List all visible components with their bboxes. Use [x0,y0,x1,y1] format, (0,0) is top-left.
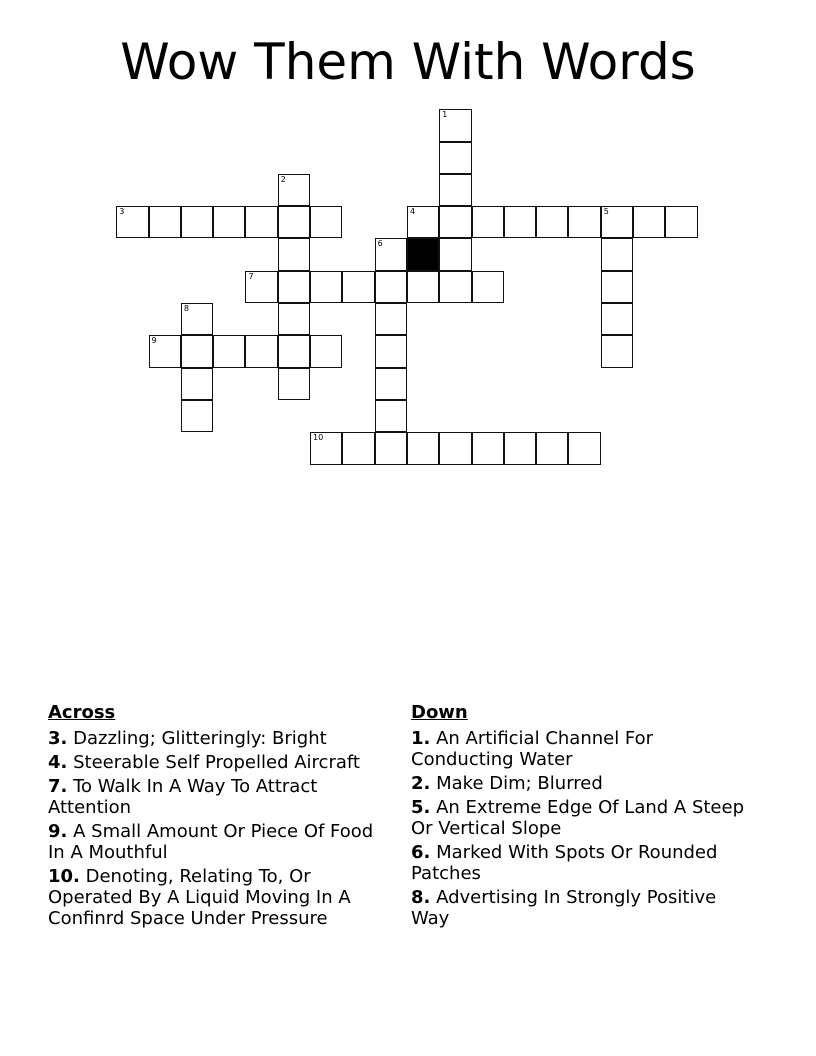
grid-cell[interactable] [439,174,471,206]
grid-cell[interactable] [278,368,310,400]
grid-cell[interactable] [665,206,697,238]
clue-down-2: 2. Make Dim; Blurred [411,773,603,794]
down-heading: Down [411,702,468,723]
grid-cell[interactable] [601,206,633,238]
grid-cell[interactable] [375,335,407,367]
grid-cell[interactable] [181,206,213,238]
clue-number: 4 [409,207,416,217]
grid-cell[interactable] [310,432,342,464]
grid-cell[interactable] [375,400,407,432]
grid-cell[interactable] [633,206,665,238]
clue-number: 5 [603,207,609,217]
grid-cell[interactable] [278,238,310,270]
grid-cell[interactable] [116,206,148,238]
grid-cell[interactable] [536,206,568,238]
grid-cell[interactable] [181,400,213,432]
grid-cell[interactable] [181,303,213,335]
clue-across-9: 9. A Small Amount Or Piece Of Food In A Mouthful [48,821,374,863]
grid-cell[interactable] [245,206,277,238]
grid-cell[interactable] [375,368,407,400]
grid-cell[interactable] [407,432,439,464]
grid-cell[interactable] [568,206,600,238]
grid-cell[interactable] [407,271,439,303]
grid-cell[interactable] [536,432,568,464]
across-heading: Across [48,702,116,723]
grid-cell[interactable] [472,271,504,303]
clue-number: 6 [377,239,383,249]
clue-number: 9 [151,336,157,346]
clue-across-10: 10. Denoting, Relating To, Or Operated By A Liquid Moving In A Confinrd Space Under Pressure [48,866,351,929]
grid-cell[interactable] [245,335,277,367]
clue-across-3: 3. Dazzling; Glitteringly: Bright [48,728,327,749]
grid-cell[interactable] [375,303,407,335]
grid-cell[interactable] [181,335,213,367]
grid-cell[interactable] [439,238,471,270]
grid-cell[interactable] [568,432,600,464]
clue-number: 8 [183,304,189,314]
grid-cell[interactable] [213,206,245,238]
black-cell [407,238,439,270]
clue-down-5: 5. An Extreme Edge Of Land A Steep Or Vertical Slope [411,797,744,839]
grid-cell[interactable] [342,271,374,303]
grid-cell[interactable] [601,335,633,367]
grid-cell[interactable] [601,238,633,270]
grid-cell[interactable] [245,271,277,303]
grid-cell[interactable] [439,206,471,238]
grid-cell[interactable] [375,238,407,270]
grid-cell[interactable] [601,303,633,335]
grid-cell[interactable] [504,206,536,238]
grid-cell[interactable] [472,206,504,238]
clue-across-7: 7. To Walk In A Way To Attract Attention [48,776,318,818]
across-clues [48,702,378,932]
puzzle-title: Wow Them With Words [120,33,696,91]
grid-cell[interactable] [439,271,471,303]
clue-number: 3 [119,207,125,217]
down-clues [411,702,751,932]
grid-cell[interactable] [375,271,407,303]
grid-cell[interactable] [439,432,471,464]
clue-number: 10 [313,433,324,443]
grid-cell[interactable] [375,432,407,464]
crossword-grid [117,110,717,470]
grid-cell[interactable] [342,432,374,464]
clue-down-1: 1. An Artificial Channel For Conducting Water [411,728,654,770]
grid-cell[interactable] [472,432,504,464]
grid-cell[interactable] [504,432,536,464]
grid-cell[interactable] [278,271,310,303]
clue-across-4: 4. Steerable Self Propelled Aircraft [48,752,360,773]
grid-cell[interactable] [407,206,439,238]
grid-cell[interactable] [310,206,342,238]
grid-cell[interactable] [439,142,471,174]
grid-cell[interactable] [181,368,213,400]
clue-number: 2 [280,174,286,184]
grid-cell[interactable] [310,335,342,367]
clue-number: 7 [248,271,254,281]
grid-cell[interactable] [149,335,181,367]
grid-cell[interactable] [278,174,310,206]
grid-cell[interactable] [601,271,633,303]
clue-number: 1 [442,110,448,120]
grid-cell[interactable] [149,206,181,238]
grid-cell[interactable] [278,335,310,367]
grid-cell[interactable] [278,206,310,238]
grid-cell[interactable] [213,335,245,367]
clue-down-8: 8. Advertising In Strongly Positive Way [411,887,717,929]
grid-cell[interactable] [278,303,310,335]
grid-cell[interactable] [310,271,342,303]
clue-down-6: 6. Marked With Spots Or Rounded Patches [411,842,718,884]
grid-cell[interactable] [439,109,471,141]
